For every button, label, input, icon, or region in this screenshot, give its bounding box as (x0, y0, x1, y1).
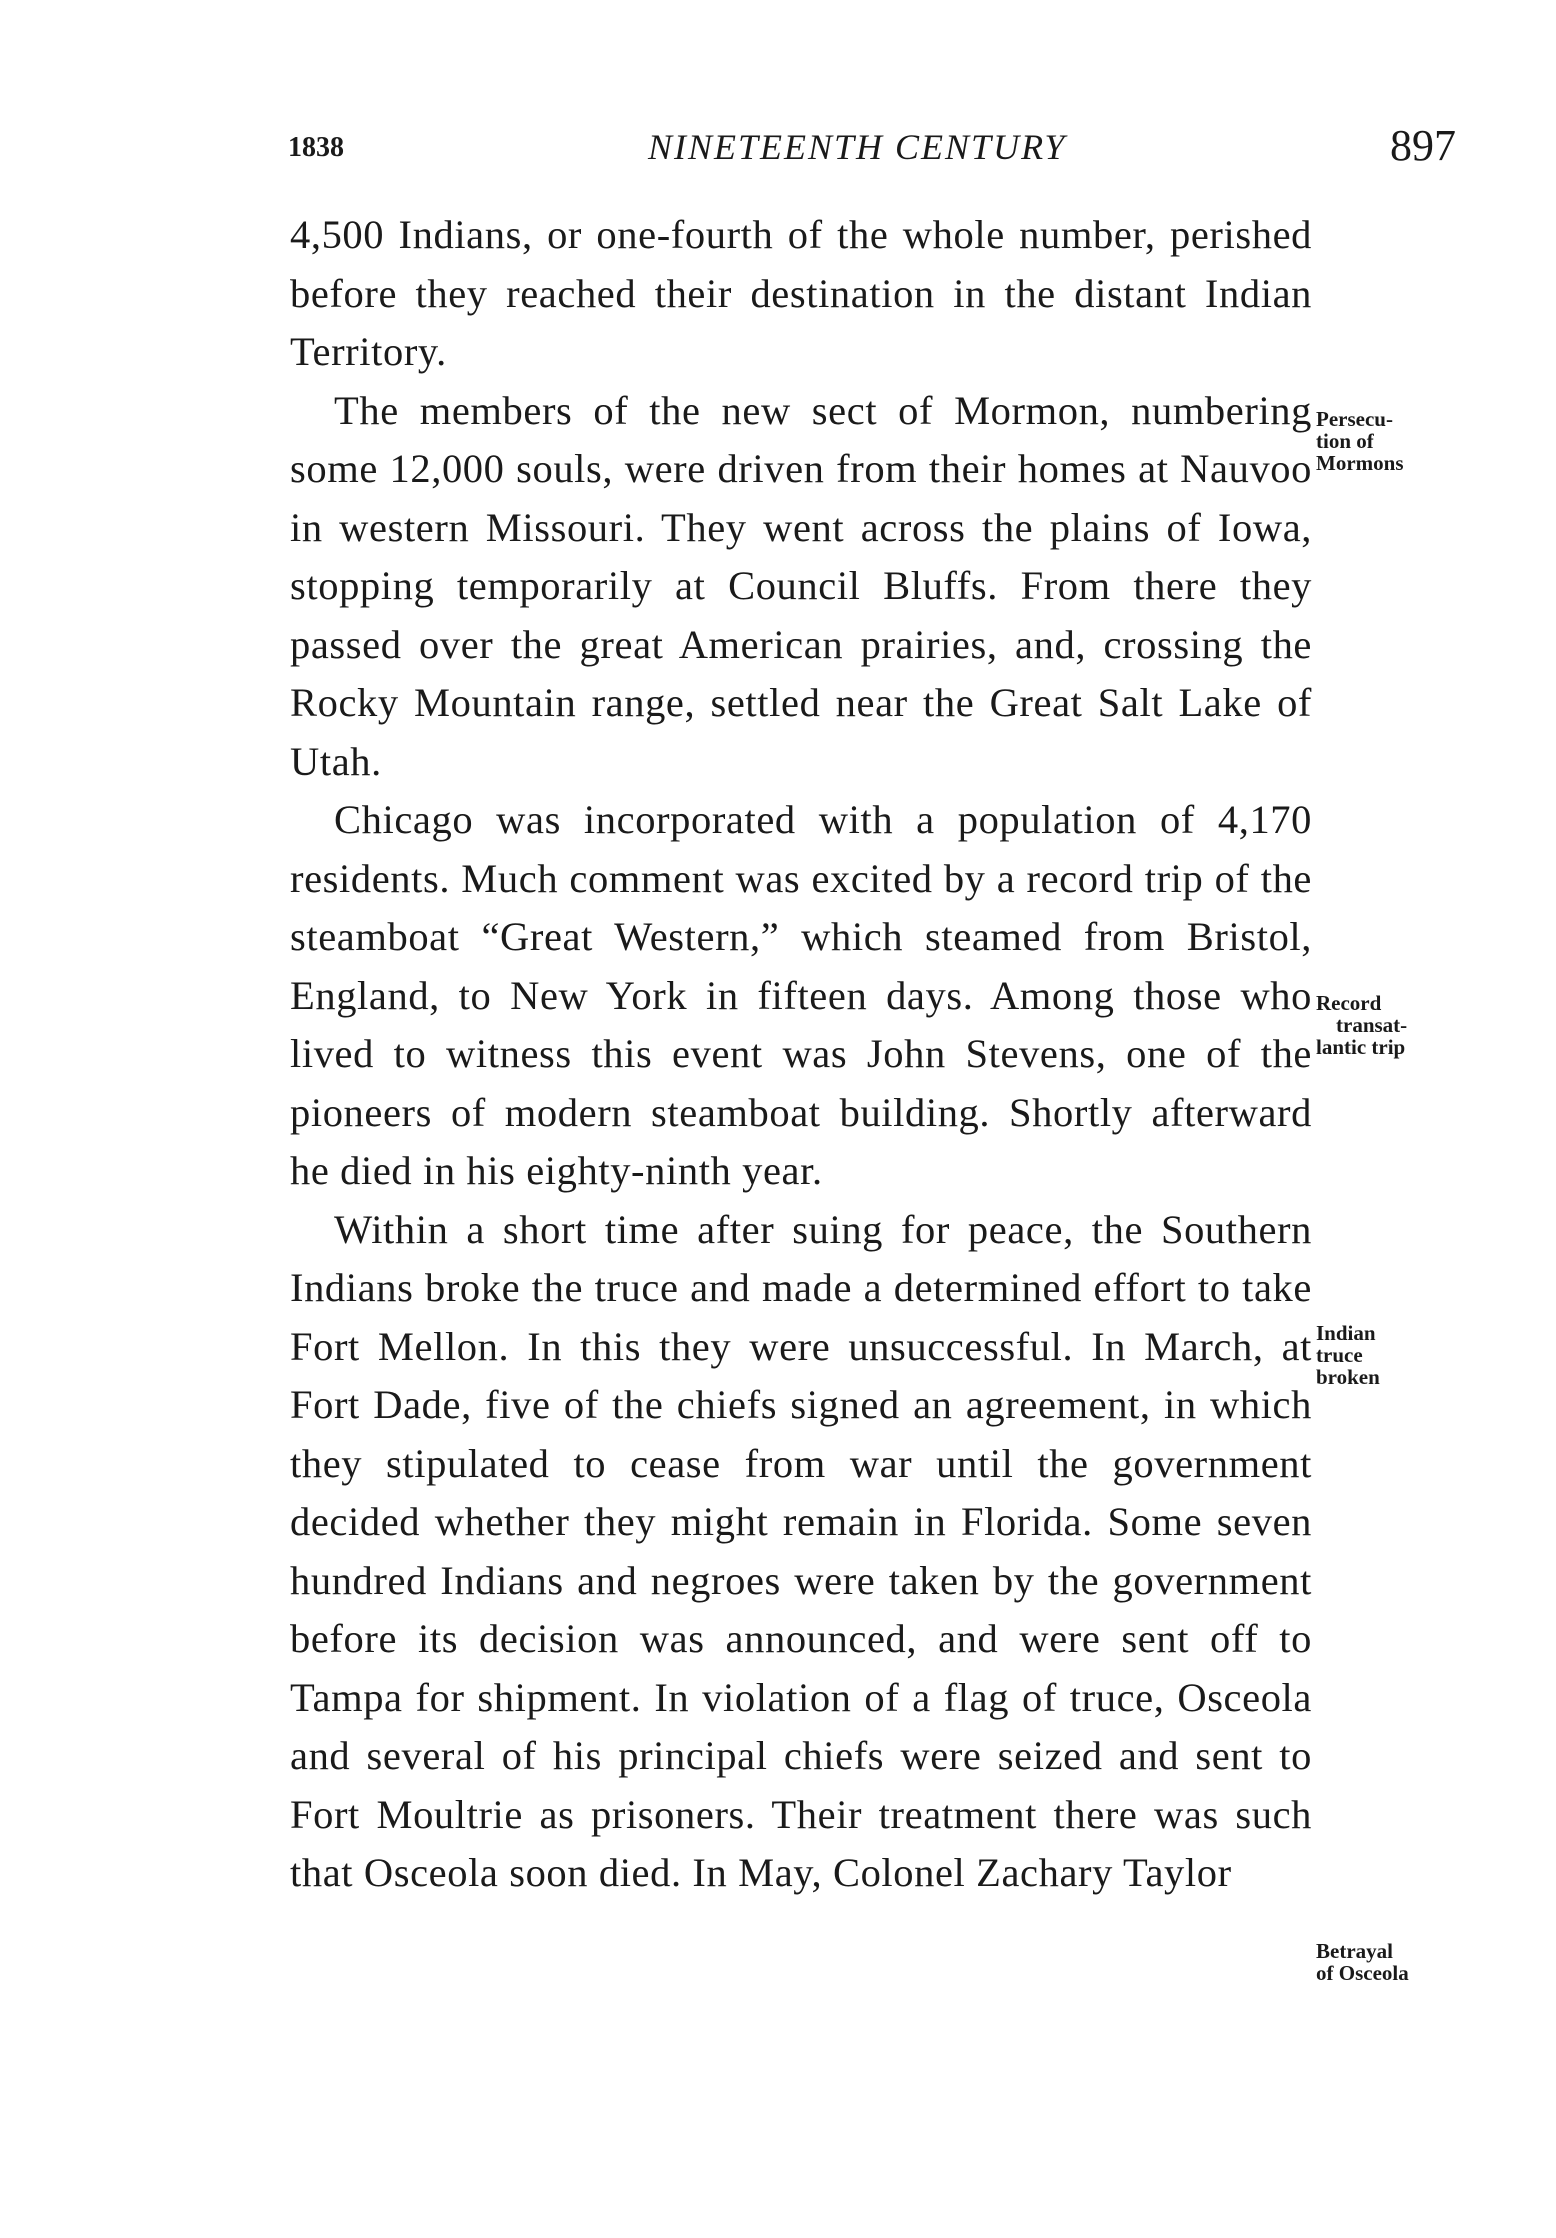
body-text (290, 206, 1312, 1903)
paragraph-indian-removal: 4,500 Indians, or one-fourth of the whole number, perished before they reached their destination in the distant Indian Territory. (290, 212, 1312, 374)
margin-note-line: tion of (1316, 429, 1374, 453)
margin-note-line: lantic trip (1316, 1035, 1406, 1059)
margin-note-indian-truce (1316, 1322, 1476, 1388)
margin-note-line: broken (1316, 1365, 1380, 1389)
header-year: 1838 (288, 132, 344, 163)
margin-note-line: Record (1316, 991, 1382, 1015)
page-header (288, 121, 1456, 176)
running-title: NINETEENTH CENTURY (648, 127, 1067, 167)
paragraph-chicago-steamboat: Chicago was incorporated with a population of 4,170 residents. Much comment was excited by a record trip of the steamboat “Great Western,” which steamed from Bristol, England, to New York in fifteen days. Among those who lived to witness this event was John Stevens, one of the pioneers of modern steamboat building. Shortly afterward he died in his eighty-ninth year. (290, 797, 1312, 1193)
margin-note-line: Mormons (1316, 451, 1404, 475)
margin-note-mormons (1316, 408, 1476, 474)
margin-note-line: Indian (1316, 1321, 1376, 1345)
margin-note-line: Betrayal (1316, 1939, 1393, 1963)
margin-note-line: of Osceola (1316, 1961, 1409, 1985)
page-number: 897 (1390, 121, 1456, 170)
margin-note-line: truce (1316, 1343, 1363, 1367)
paragraph-southern-indians: Within a short time after suing for peace, the Southern Indians broke the truce and made a determined effort to take Fort Mellon. In this they were unsuccessful. In March, at Fort Dade, five of the chiefs signed an agreement, in which they stipulated to cease from war until the government decided whether they might remain in Florida. Some seven hundred Indians and negroes were taken by the government before its decision was announced, and were sent off to Tampa for shipment. In violation of a flag of truce, Osceola and several of his principal chiefs were seized and sent to Fort Moultrie as prisoners. Their treatment there was such that Osceola soon died. In May, Colonel Zachary Taylor (290, 1206, 1312, 1895)
margin-note-line: transat- (1336, 1013, 1408, 1037)
margin-note-line: Persecu- (1316, 407, 1393, 431)
margin-note-osceola (1316, 1940, 1476, 1984)
paragraph-mormons: The members of the new sect of Mormon, numbering some 12,000 souls, were driven from their homes at Nauvoo in western Missouri. They went across the plains of Iowa, stopping temporarily at Council Bluffs. From there they passed over the great American prairies, and, crossing the Rocky Mountain range, settled near the Great Salt Lake of Utah. (290, 387, 1312, 784)
margin-note-record-trip (1316, 992, 1476, 1058)
